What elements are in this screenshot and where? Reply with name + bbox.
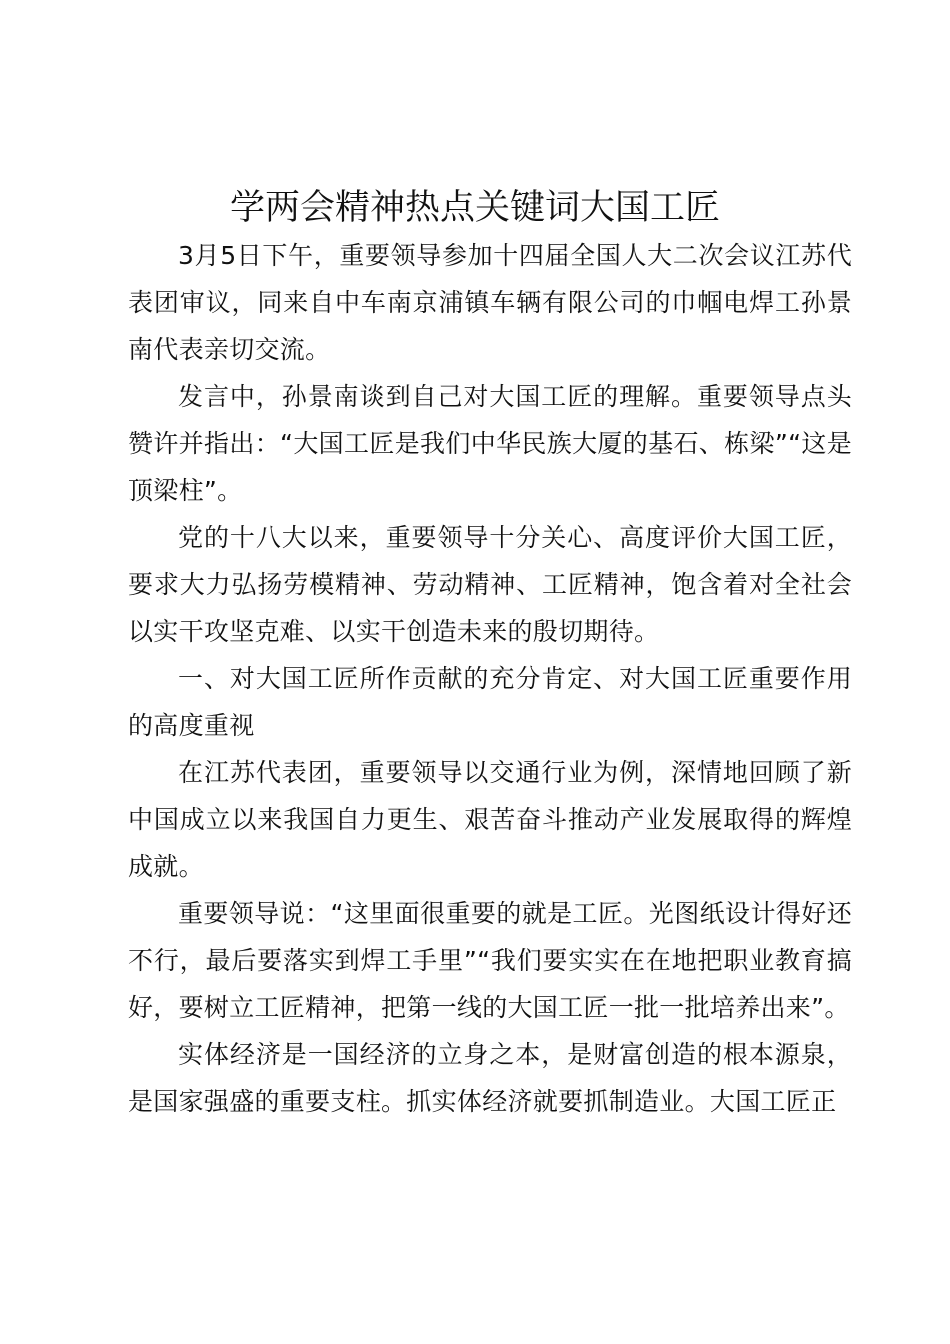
document-title: 学两会精神热点关键词大国工匠 [229, 188, 720, 228]
paragraph-4: 在江苏代表团，重要领导以交通行业为例，深情地回顾了新中国成立以来我国自力更生、艰苦奋斗推动产业发展取得的辉煌成就。 [128, 758, 852, 881]
paragraph-5: 重要领导说：“这里面很重要的就是工匠。光图纸设计得好还不行，最后要落实到焊工手里”“我们要实实在在地把职业教育搞好，要树立工匠精神，把第一线的大国工匠一批一批培养出来”。 [128, 899, 852, 1022]
paragraph-2: 发言中，孙景南谈到自己对大国工匠的理解。重要领导点头赞许并指出：“大国工匠是我们中华民族大厦的基石、栋梁”“这是顶梁柱”。 [128, 382, 852, 505]
paragraph-6: 实体经济是一国经济的立身之本，是财富创造的根本源泉，是国家强盛的重要支柱。抓实体经济就要抓制造业。大国工匠正 [128, 1040, 852, 1116]
document-body [128, 232, 852, 1125]
section-heading-1: 一、对大国工匠所作贡献的充分肯定、对大国工匠重要作用的高度重视 [128, 664, 852, 740]
paragraph-1: 3月5日下午，重要领导参加十四届全国人大二次会议江苏代表团审议，同来自中车南京浦镇车辆有限公司的巾帼电焊工孙景南代表亲切交流。 [128, 241, 852, 364]
paragraph-3: 党的十八大以来，重要领导十分关心、高度评价大国工匠，要求大力弘扬劳模精神、劳动精神、工匠精神，饱含着对全社会以实干攻坚克难、以实干创造未来的殷切期待。 [128, 523, 852, 646]
